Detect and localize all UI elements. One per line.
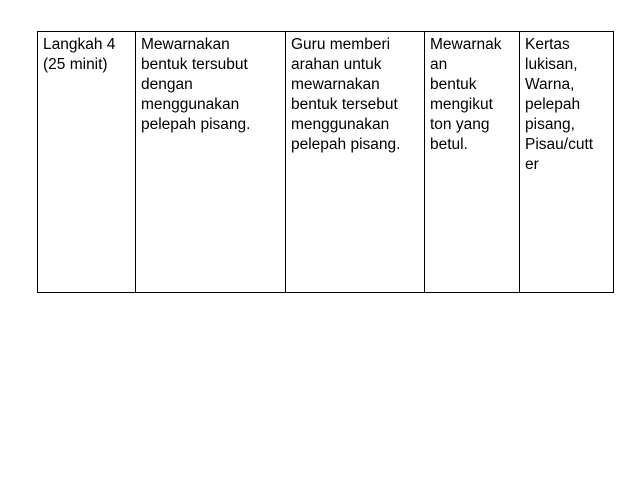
teacher-activity-cell: [286, 32, 425, 293]
step-cell: [38, 32, 136, 293]
materials-text: Kertas lukisan, Warna, pelepah pisang, Pisau/cutt er: [525, 36, 594, 173]
step-label: Langkah 4 (25 minit): [43, 36, 116, 73]
table-row: [38, 32, 614, 293]
lesson-plan-table: [37, 31, 614, 293]
materials-cell: [520, 32, 614, 293]
student-activity-text: Mewarnakan bentuk tersubut dengan menggunakan pelepah pisang.: [141, 36, 251, 133]
outcome-cell: [425, 32, 520, 293]
student-activity-cell: [136, 32, 286, 293]
outcome-text: Mewarnak an bentuk mengikut ton yang betul.: [430, 36, 502, 153]
teacher-activity-text: Guru memberi arahan untuk mewarnakan bentuk tersebut menggunakan pelepah pisang.: [291, 36, 401, 153]
